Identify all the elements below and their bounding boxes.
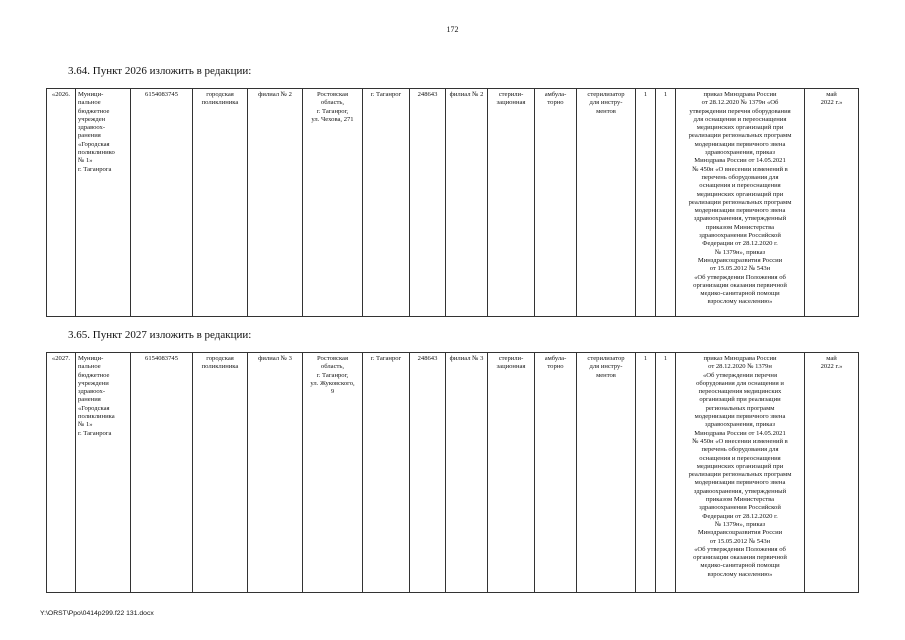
legal-basis-cell: приказ Минздрава России от 28.12.2020 № 1379н «Об утверждении перечня оборудования для оснащения и переоснащения медицинских организаций при реализации региональных программ модернизации первичного звена здравоохранения, приказ Минздрава России от 14.05.2021 № 450н «О внесении изменений в перечень оборудования для оснащения и переоснащения медицинских организаций при реализации региональных программ модернизации первичного звена здравоохранения, утвержденный приказом Министерства здравоохранения Российской Федерации от 28.12.2020 г. № 1379н», приказ Минздравсоцразвития России от 15.05.2012 № 543н «Об утверждении Положения об организации оказания первичной медико-санитарной помощи взрослому населению» [676, 353, 805, 593]
item-number-cell: «2026. [47, 89, 76, 317]
inn-cell: 6154083745 [131, 89, 193, 317]
table-row [47, 89, 859, 317]
quantity-cell: 1 [636, 353, 656, 593]
branch-cell: филиал № 3 [446, 353, 488, 593]
record-table-2026 [46, 88, 859, 317]
table-row [47, 353, 859, 593]
equipment-cell: стерилизатор для инстру- ментов [577, 89, 636, 317]
organization-cell: Муници- пальное бюджетное учрежден здравоох- ранения «Городская поликлинико № 1» г. Таганрога [76, 89, 131, 317]
care-condition-cell: амбула- торно [535, 89, 577, 317]
care-condition-cell: амбула- торно [535, 353, 577, 593]
inn-cell: 6154083745 [131, 353, 193, 593]
quantity-cell-2: 1 [656, 89, 676, 317]
quantity-cell: 1 [636, 89, 656, 317]
subdivision-cell: филиал № 3 [248, 353, 303, 593]
date-cell: май 2022 г.» [805, 353, 859, 593]
page-number: 172 [446, 25, 459, 34]
city-cell: г. Таганрог [363, 353, 410, 593]
org-type-cell: городская поликлиника [193, 89, 248, 317]
quantity-cell-2: 1 [656, 353, 676, 593]
city-cell: г. Таганрог [363, 89, 410, 317]
file-path-footer: Y:\ORST\Ppo\0414p299.f22 131.docx [40, 610, 154, 617]
section-heading-3-65: 3.65. Пункт 2027 изложить в редакции: [68, 329, 252, 341]
item-number-cell: «2027. [47, 353, 76, 593]
address-cell: Ростовская область, г. Таганрог, ул. Жуковского, 9 [303, 353, 363, 593]
branch-cell: филиал № 2 [446, 89, 488, 317]
code-cell: 248643 [410, 353, 446, 593]
organization-cell: Муници- пальное бюджетное учреждени здравоох- ранения «Городская поликлиника № 1» г. Таганрога [76, 353, 131, 593]
address-cell: Ростовская область, г. Таганрог, ул. Чехова, 271 [303, 89, 363, 317]
subdivision-cell: филиал № 2 [248, 89, 303, 317]
section-heading-3-64: 3.64. Пункт 2026 изложить в редакции: [68, 65, 252, 77]
legal-basis-cell: приказ Минздрава России от 28.12.2020 № 1379н «Об утверждении перечня оборудования для оснащения и переоснащения медицинских организаций при реализации региональных программ модернизации первичного звена здравоохранения, приказ Минздрава России от 14.05.2021 № 450н «О внесении изменений в перечень оборудования для оснащения и переоснащения медицинских организаций при реализации региональных программ модернизации первичного звена здравоохранения, утвержденный приказом Министерства здравоохранения Российской Федерации от 28.12.2020 г. № 1379н», приказ Минздравсоцразвития России от 15.05.2012 № 543н «Об утверждении Положения об организации оказания первичной медико-санитарной помощи взрослому населению» [676, 89, 805, 317]
record-table-2027 [46, 352, 859, 593]
date-cell: май 2022 г.» [805, 89, 859, 317]
room-cell: стерили- зационная [488, 353, 535, 593]
org-type-cell: городская поликлиника [193, 353, 248, 593]
equipment-cell: стерилизатор для инстру- ментов [577, 353, 636, 593]
room-cell: стерили- зационная [488, 89, 535, 317]
code-cell: 248643 [410, 89, 446, 317]
